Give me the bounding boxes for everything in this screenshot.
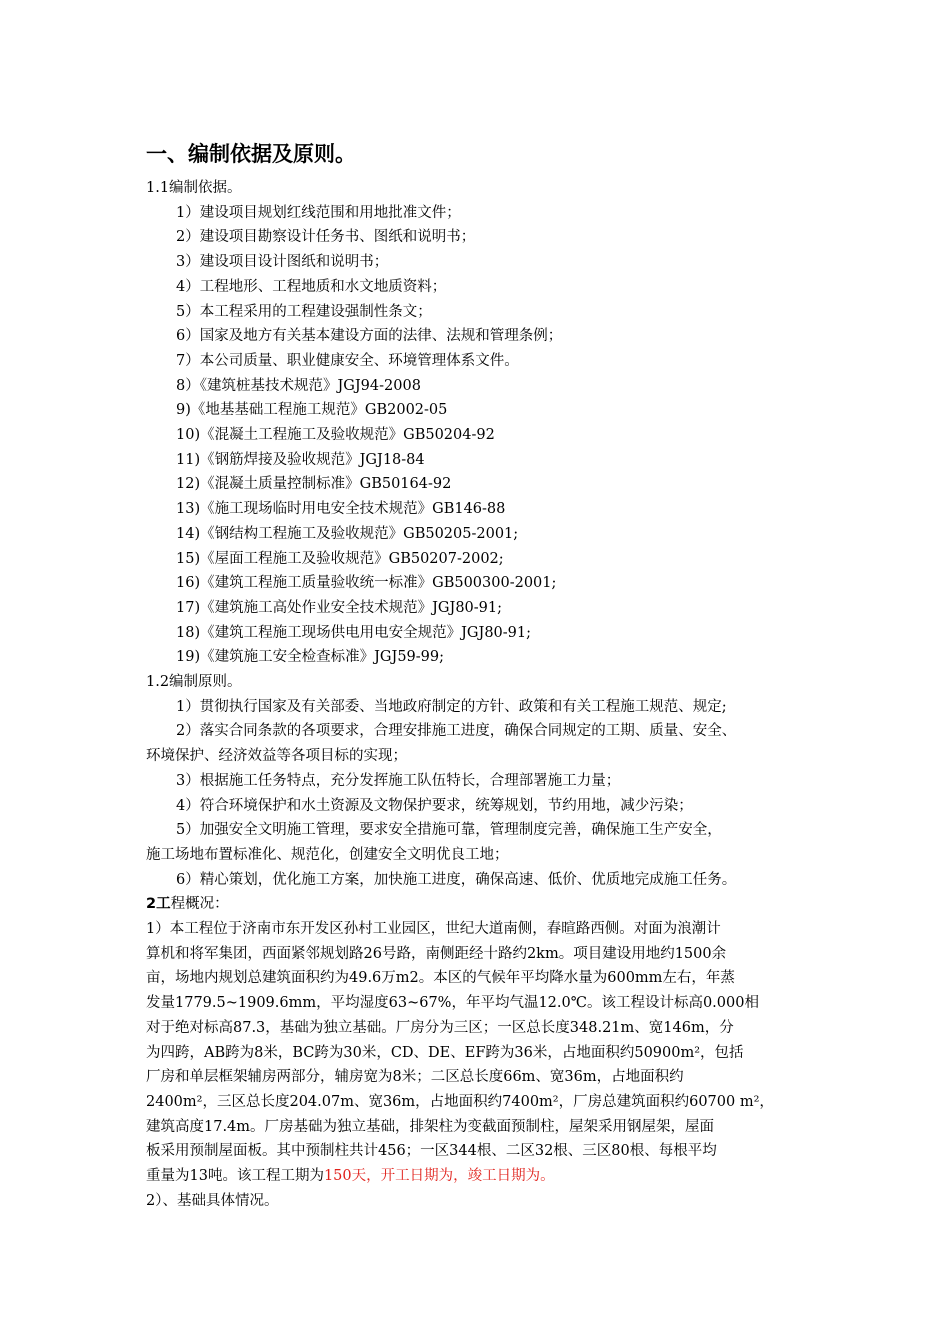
basis-item: 8）《建筑桩基技术规范》JGJ94-2008 [176, 377, 421, 394]
basis-item: 13)《施工现场临时用电安全技术规范》GB146-88 [176, 501, 506, 518]
section-title-bold: 工 [156, 896, 171, 913]
subsection-heading: 1.2编制原则。 [146, 674, 242, 690]
principle-item: 3）根据施工任务特点，充分发挥施工队伍特长，合理部署施工力量； [176, 772, 621, 789]
basis-item: 17)《建筑施工高处作业安全技术规范》JGJ80-91; [176, 599, 503, 616]
overview-line: 建筑高度17.4m。厂房基础为独立基础，排架柱为变截面预制柱，屋架采用钢屋架，屋面 [146, 1118, 715, 1135]
basis-item: 9)《地基基础工程施工规范》GB2002-05 [176, 402, 448, 419]
section-2-heading [146, 894, 229, 914]
basis-item: 10)《混凝土工程施工及验收规范》GB50204-92 [176, 427, 495, 443]
subsection-heading: 1.1编制依据。 [146, 180, 242, 196]
principle-item: 5）加强安全文明施工管理，要求安全措施可靠，管理制度完善，确保施工生产安全， [176, 822, 722, 839]
section-title-rest: 程概况： [170, 896, 229, 913]
overview-line: 算机和将军集团，西面紧邻规划路26号路，南侧距经十路约2km。项目建设用地约1500余 [146, 945, 727, 962]
overview-line: 1）本工程位于济南市东开发区孙村工业园区，世纪大道南侧，春暄路西侧。对面为浪潮计 [146, 921, 721, 937]
overview-line: 亩，场地内规划总建筑面积约为49.6万m2。本区的气候年平均降水量为600mm左右，年蒸 [146, 970, 735, 987]
basis-item: 11)《钢筋焊接及验收规范》JGJ18-84 [176, 451, 425, 468]
duration-highlight: 150天，开工日期为，竣工日期为。 [323, 1168, 555, 1184]
overview-line: 厂房和单层框架辅房两部分，辅房宽为8米；二区总长度66m、宽36m，占地面积约 [146, 1069, 684, 1086]
basis-item: 19)《建筑施工安全检查标准》JGJ59-99; [176, 649, 445, 666]
overview-line: 板采用预制屋面板。其中预制柱共计456；一区344根、二区32根、三区80根、每根平均 [146, 1143, 717, 1160]
basis-item: 16)《建筑工程施工质量验收统一标准》GB500300-2001; [176, 575, 557, 592]
basis-item: 3）建设项目设计图纸和说明书； [176, 254, 389, 271]
basis-item: 2）建设项目勘察设计任务书、图纸和说明书； [176, 229, 476, 246]
section-number: 2 [146, 896, 157, 913]
basis-item: 7）本公司质量、职业健康安全、环境管理体系文件。 [176, 352, 519, 369]
basis-item: 18)《建筑工程施工现场供电用电安全规范》JGJ80-91; [176, 624, 532, 641]
basis-item: 1）建设项目规划红线范围和用地批准文件； [176, 204, 461, 221]
principle-item: 1）贯彻执行国家及有关部委、当地政府制定的方针、政策和有关工程施工规范、规定; [176, 698, 727, 715]
overview-line: 对于绝对标高87.3，基础为独立基础。厂房分为三区；一区总长度348.21m、宽146m，分 [146, 1019, 734, 1036]
principle-item: 施工场地布置标准化、规范化，创建安全文明优良工地； [146, 846, 509, 863]
section-heading: 一、编制依据及原则。 [146, 142, 356, 166]
subsection-heading: 2）、基础具体情况。 [146, 1192, 279, 1209]
basis-item: 4）工程地形、工程地质和水文地质资料； [176, 278, 447, 295]
principle-item: 6）精心策划，优化施工方案，加快施工进度，确保高速、低价、优质地完成施工任务。 [176, 871, 737, 888]
principle-item: 4）符合环境保护和水土资源及文物保护要求，统筹规划，节约用地，减少污染； [176, 797, 693, 814]
overview-line: 2400m²，三区总长度204.07m、宽36m，占地面积约7400m²，厂房总建筑面积约60700 m²， [146, 1093, 774, 1110]
principle-item: 环境保护、经济效益等各项目标的实现； [146, 748, 407, 765]
basis-item: 5）本工程采用的工程建设强制性条文； [176, 303, 432, 320]
principle-item: 2）落实合同条款的各项要求，合理安排施工进度，确保合同规定的工期、质量、安全、 [176, 723, 737, 740]
basis-item: 12)《混凝土质量控制标准》GB50164-92 [176, 476, 452, 493]
basis-item: 15)《屋面工程施工及验收规范》GB50207-2002; [176, 550, 504, 567]
overview-line: 为四跨，AB跨为8米，BC跨为30米，CD、DE、EF跨为36米，占地面积约50900m²，包括 [146, 1044, 744, 1061]
overview-line [146, 1166, 555, 1186]
overview-line: 发量1779.5~1909.6mm，平均湿度63~67%，年平均气温12.0℃。该工程设计标高0.000相 [146, 995, 759, 1012]
duration-text: 重量为13吨。该工程工期为 [146, 1168, 324, 1184]
basis-item: 14)《钢结构工程施工及验收规范》GB50205-2001; [176, 525, 519, 542]
basis-item: 6）国家及地方有关基本建设方面的法律、法规和管理条例； [176, 328, 563, 345]
